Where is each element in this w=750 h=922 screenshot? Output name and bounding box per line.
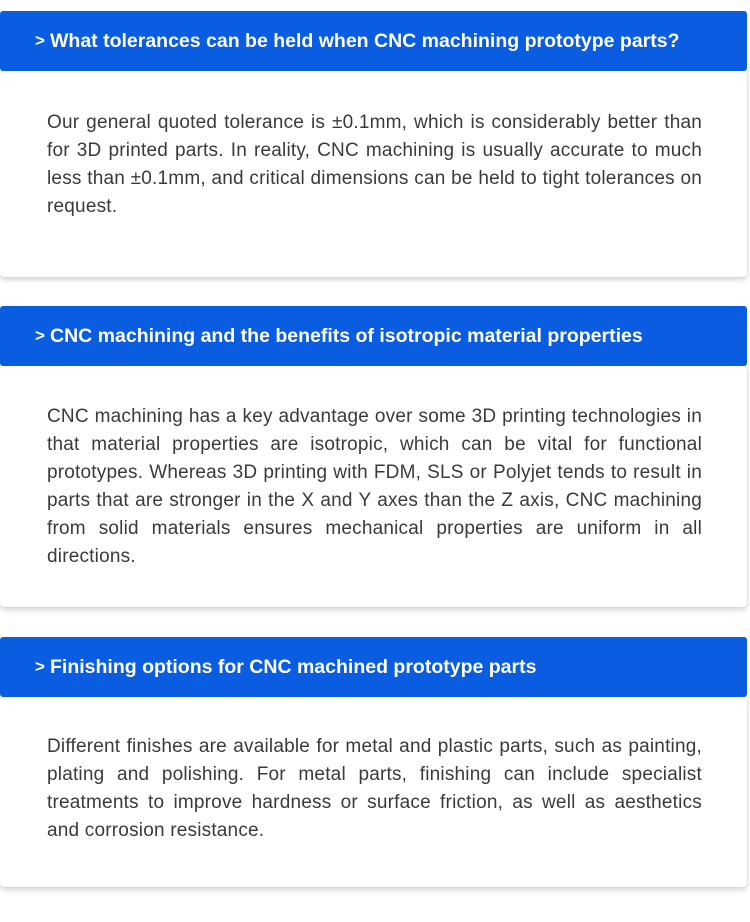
faq-answer-text: Our general quoted tolerance is ±0.1mm, which is considerably better than for 3D printed parts. In reality, CNC machining is usually accurate to much less than ±0.1mm, and critical dimensions can be held to tight tolerances on request. [47, 112, 702, 217]
faq-answer-text: Different finishes are available for metal and plastic parts, such as painting, plating and polishing. For metal parts, finishing can include specialist treatments to improve hardness or surface friction, as well as aesthetics and corrosion resistance. [47, 736, 702, 841]
faq-answer-text: CNC machining has a key advantage over some 3D printing technologies in that material properties are isotropic, which can be vital for functional prototypes. Whereas 3D printing with FDM, SLS or Polyjet tends to result in parts that are stronger in the X and Y axes than the Z axis, CNC machining from solid materials ensures mechanical properties are uniform in all directions. [47, 406, 702, 567]
faq-item-tolerances [0, 11, 747, 277]
chevron-right-icon: > [35, 326, 45, 345]
faq-question-text: What tolerances can be held when CNC machining prototype parts? [50, 30, 680, 52]
chevron-right-icon: > [35, 657, 45, 676]
faq-question-text: Finishing options for CNC machined prototype parts [50, 656, 537, 678]
faq-answer-panel [0, 697, 747, 887]
faq-item-isotropic [0, 306, 747, 607]
chevron-right-icon: > [35, 31, 45, 50]
faq-question-header[interactable] [0, 306, 747, 366]
faq-question-header[interactable] [0, 11, 747, 71]
faq-answer-panel [0, 71, 747, 277]
faq-question-text: CNC machining and the benefits of isotropic material properties [50, 325, 643, 347]
faq-answer-panel [0, 366, 747, 607]
faq-item-finishing [0, 637, 747, 887]
faq-question-header[interactable] [0, 637, 747, 697]
